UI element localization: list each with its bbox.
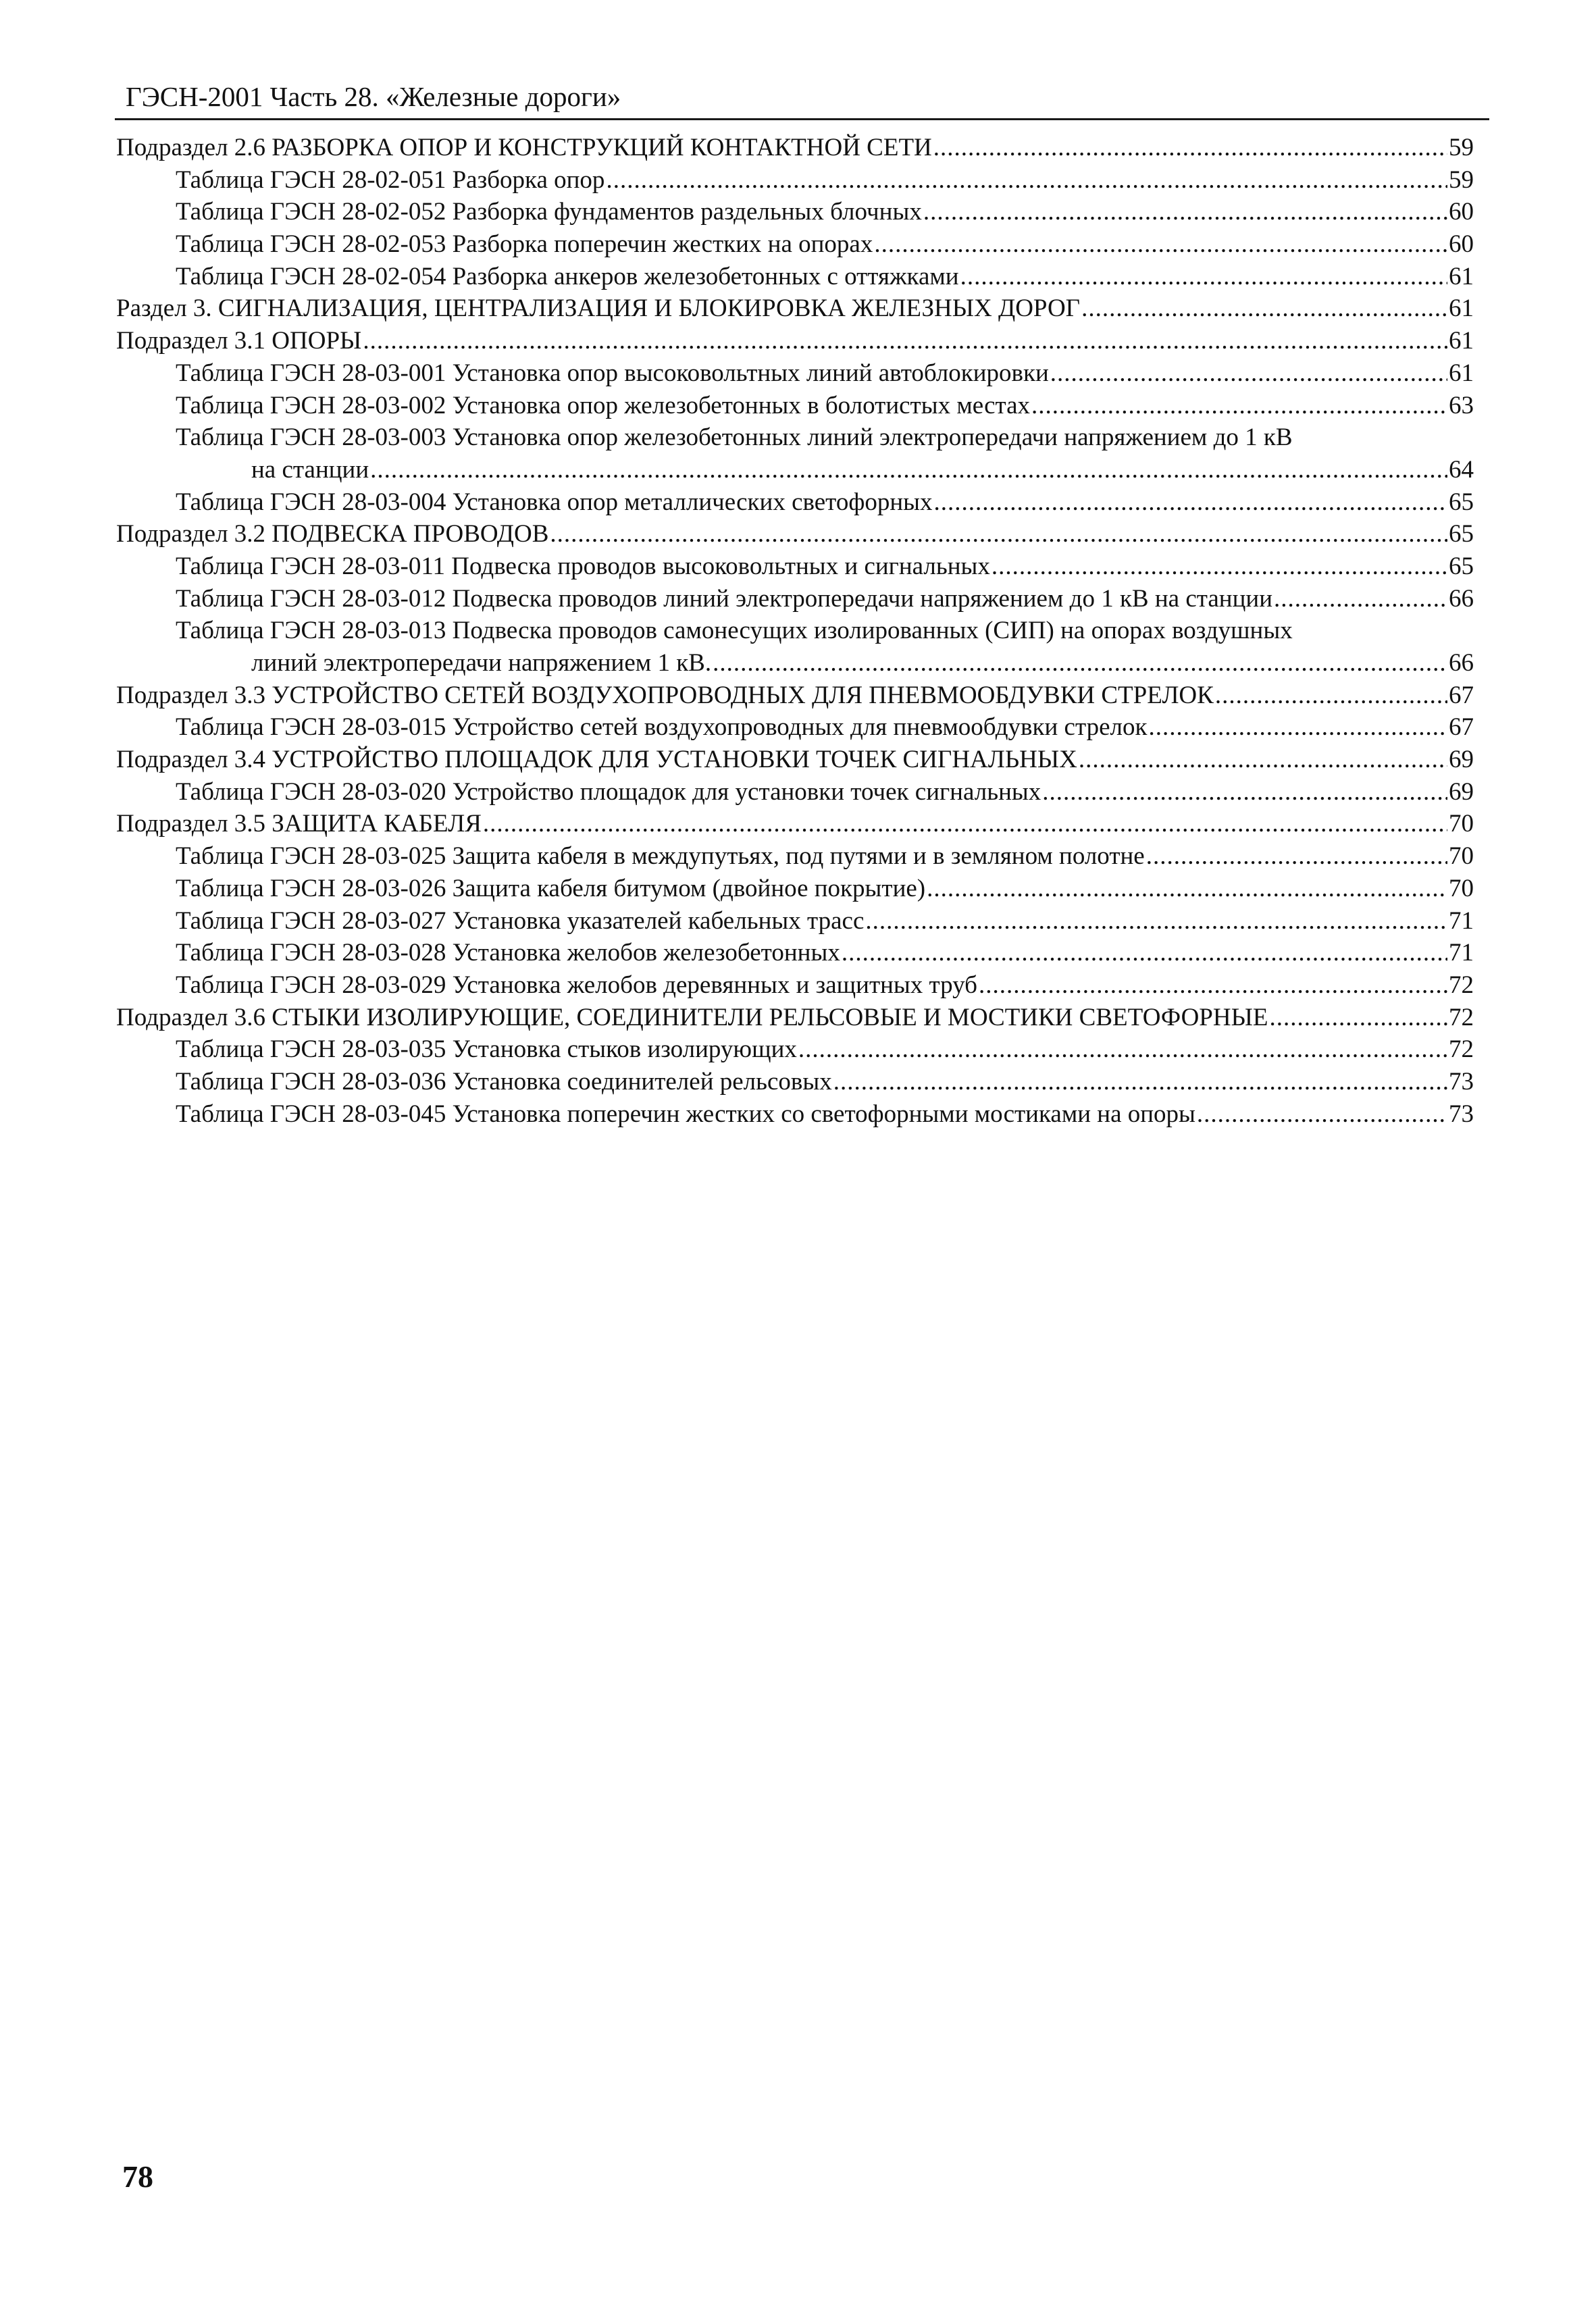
toc-entry-title: Таблица ГЭСН 28-03-012 Подвеска проводов линий электропередачи напряжением до 1 кВ на станции (176, 584, 1273, 613)
toc-entry-title: Таблица ГЭСН 28-03-001 Установка опор высоковольтных линий автоблокировки (176, 359, 1049, 387)
toc-entry-page: 73 (1449, 1067, 1474, 1096)
dot-leader (960, 261, 1447, 293)
toc-entry-table[interactable] (116, 615, 1474, 679)
dot-leader (1148, 711, 1447, 744)
toc-entry-subsection[interactable] (116, 325, 1474, 357)
toc-entry-table[interactable] (116, 1098, 1474, 1131)
toc-entry-line (176, 486, 1474, 519)
dot-leader (833, 1066, 1447, 1098)
toc-entry-title: Таблица ГЭСН 28-03-027 Установка указателей кабельных трасс (176, 906, 865, 935)
toc-entry-line (176, 583, 1474, 615)
toc-entry-line (176, 196, 1474, 228)
toc-entry-title: Таблица ГЭСН 28-03-026 Защита кабеля битумом (двойное покрытие) (176, 874, 926, 902)
toc-entry-line (251, 454, 1474, 486)
toc-entry-page: 59 (1449, 134, 1474, 161)
dot-leader (1146, 840, 1447, 873)
toc-entry-page: 72 (1449, 1003, 1474, 1031)
toc-entry-line (116, 518, 1474, 550)
dot-leader (483, 808, 1447, 840)
toc-entry-title: Таблица ГЭСН 28-03-028 Установка желобов железобетонных (176, 939, 840, 967)
dot-leader (363, 325, 1447, 357)
toc-entry-page: 66 (1449, 649, 1474, 677)
header-rule (115, 118, 1489, 120)
toc-entry-line (176, 1098, 1474, 1131)
toc-entry-table[interactable] (116, 583, 1474, 615)
toc-entry-page: 59 (1449, 165, 1474, 194)
toc-entry-subsection[interactable] (116, 518, 1474, 550)
dot-leader (923, 196, 1447, 228)
toc-entry-title: Таблица ГЭСН 28-03-015 Устройство сетей воздухопроводных для пневмообдувки стрелок (176, 713, 1148, 742)
toc-entry-line (176, 969, 1474, 1002)
dot-leader (1079, 744, 1447, 776)
toc-entry-table[interactable] (116, 486, 1474, 519)
dot-leader (865, 905, 1447, 937)
toc-entry-page: 72 (1449, 1035, 1474, 1064)
toc-entry-page: 67 (1449, 713, 1474, 742)
toc-entry-page: 69 (1449, 746, 1474, 774)
toc-entry-title: Подраздел 3.2 ПОДВЕСКА ПРОВОДОВ (116, 520, 549, 548)
dot-leader (927, 873, 1447, 905)
dot-leader (933, 486, 1447, 519)
toc-entry-line (176, 228, 1474, 261)
toc-entry-title: Подраздел 3.4 УСТРОЙСТВО ПЛОЩАДОК ДЛЯ УСТАНОВКИ ТОЧЕК СИГНАЛЬНЫХ (116, 746, 1077, 774)
dot-leader (370, 454, 1447, 486)
dot-leader (1274, 583, 1447, 615)
toc-entry-table[interactable] (116, 228, 1474, 261)
toc-entry-line (116, 325, 1474, 357)
toc-entry-page: 60 (1449, 230, 1474, 259)
toc-entry-subsection[interactable] (116, 132, 1474, 164)
dot-leader (842, 937, 1447, 969)
toc-entry-page: 67 (1449, 681, 1474, 709)
dot-leader (874, 228, 1447, 261)
toc-entry-line (116, 808, 1474, 840)
toc-entry-line (176, 937, 1474, 969)
dot-leader (1215, 679, 1447, 712)
toc-entry-page: 71 (1449, 906, 1474, 935)
toc-entry-table[interactable] (116, 776, 1474, 808)
dot-leader (713, 647, 1447, 679)
toc-entry-line (176, 390, 1474, 422)
toc-entry-subsection[interactable] (116, 679, 1474, 712)
toc-entry-page: 70 (1449, 842, 1474, 871)
toc-entry-page: 66 (1449, 584, 1474, 613)
toc-entry-table[interactable] (116, 196, 1474, 228)
toc-entry-line (116, 679, 1474, 712)
toc-entry-title: Таблица ГЭСН 28-03-011 Подвеска проводов высоковольтных и сигнальных (176, 552, 990, 580)
toc-entry-line (116, 292, 1474, 325)
toc-entry-title: Таблица ГЭСН 28-03-020 Устройство площадок для установки точек сигнальных (176, 777, 1041, 806)
toc-entry-table[interactable] (116, 840, 1474, 873)
toc-entry-title: Подраздел 3.1 ОПОРЫ (116, 327, 362, 355)
toc-entry-line (176, 776, 1474, 808)
toc-entry-title-line: Таблица ГЭСН 28-03-013 Подвеска проводов самонесущих изолированных (СИП) на опорах воздушных (176, 617, 1293, 645)
toc-entry-table[interactable] (116, 550, 1474, 583)
toc-entry-table[interactable] (116, 164, 1474, 197)
dot-leader (798, 1033, 1447, 1066)
toc-entry-title: Таблица ГЭСН 28-03-002 Установка опор железобетонных в болотистых местах (176, 391, 1031, 419)
toc-entry-page: 61 (1449, 327, 1474, 355)
toc-entry-line (176, 357, 1474, 390)
toc-entry-line (176, 711, 1474, 744)
toc-entry-title: Подраздел 2.6 РАЗБОРКА ОПОР И КОНСТРУКЦИЙ КОНТАКТНОЙ СЕТИ (116, 134, 932, 161)
toc-entry-title: Раздел 3. СИГНАЛИЗАЦИЯ, ЦЕНТРАЛИЗАЦИЯ И БЛОКИРОВКА ЖЕЛЕЗНЫХ ДОРОГ (116, 294, 1081, 323)
toc-entry-line (176, 164, 1474, 197)
page-header: ГЭСН-2001 Часть 28. «Железные дороги» (126, 81, 621, 112)
toc-entry-subsection[interactable] (116, 744, 1474, 776)
toc-entry-page: 65 (1449, 552, 1474, 580)
dot-leader (1269, 1002, 1447, 1034)
toc-entry-title-line: Таблица ГЭСН 28-03-003 Установка опор железобетонных линий электропередачи напряжением до 1 кВ (176, 423, 1293, 452)
toc-entry-line (176, 550, 1474, 583)
dot-leader (1031, 390, 1447, 422)
toc-entry-section[interactable] (116, 292, 1474, 325)
page-number: 78 (122, 2159, 153, 2194)
toc-entry-page: 60 (1449, 198, 1474, 226)
toc-entry-subsection[interactable] (116, 1002, 1474, 1034)
toc-entry-line (251, 647, 1474, 679)
toc-entry-line (116, 744, 1474, 776)
toc-entry-title: Таблица ГЭСН 28-03-035 Установка стыков изолирующих (176, 1035, 797, 1064)
toc-entry-page: 61 (1449, 262, 1474, 290)
toc-entry-page: 71 (1449, 939, 1474, 967)
toc-entry-table[interactable] (116, 261, 1474, 293)
dot-leader (933, 132, 1447, 164)
toc-entry-title: Таблица ГЭСН 28-02-051 Разборка опор (176, 165, 605, 194)
toc-entry-page: 70 (1449, 874, 1474, 902)
toc-entry-table[interactable] (116, 1066, 1474, 1098)
toc-entry-title: Подраздел 3.6 СТЫКИ ИЗОЛИРУЮЩИЕ, СОЕДИНИТЕЛИ РЕЛЬСОВЫЕ И МОСТИКИ СВЕТОФОРНЫЕ (116, 1003, 1268, 1031)
toc-entry-title: Таблица ГЭСН 28-03-029 Установка желобов деревянных и защитных труб (176, 971, 977, 999)
toc-entry-table[interactable] (116, 421, 1474, 486)
toc-entry-table[interactable] (116, 937, 1474, 969)
toc-entry-page: 61 (1449, 294, 1474, 323)
toc-entry-page: 63 (1449, 391, 1474, 419)
toc-entry-line (176, 1033, 1474, 1066)
toc-entry-title: линий электропередачи напряжением 1 кВ. (251, 649, 712, 677)
toc-entry-page: 61 (1449, 359, 1474, 387)
toc-entry-line (176, 1066, 1474, 1098)
toc-entry-title: Таблица ГЭСН 28-02-053 Разборка поперечин жестких на опорах (176, 230, 873, 259)
toc-entry-title: Таблица ГЭСН 28-03-025 Защита кабеля в междупутьях, под путями и в земляном полотне (176, 842, 1145, 871)
toc-entry-page: 72 (1449, 971, 1474, 999)
dot-leader (992, 550, 1447, 583)
toc-entry-page: 65 (1449, 488, 1474, 516)
toc-entry-title: Подраздел 3.5 ЗАЩИТА КАБЕЛЯ (116, 810, 482, 838)
toc-entry-title: Таблица ГЭСН 28-03-045 Установка поперечин жестких со светофорными мостиками на опоры (176, 1100, 1195, 1128)
toc-entry-line (176, 840, 1474, 873)
toc-entry-title: Подраздел 3.3 УСТРОЙСТВО СЕТЕЙ ВОЗДУХОПРОВОДНЫХ ДЛЯ ПНЕВМООБДУВКИ СТРЕЛОК (116, 681, 1214, 709)
toc-entry-table[interactable] (116, 873, 1474, 905)
toc-entry-line (176, 905, 1474, 937)
toc-entry-page: 73 (1449, 1100, 1474, 1128)
toc-entry-table[interactable] (116, 905, 1474, 937)
table-of-contents (116, 132, 1474, 1130)
dot-leader (1081, 292, 1447, 325)
toc-entry-subsection[interactable] (116, 808, 1474, 840)
toc-entry-title: на станции (251, 455, 369, 484)
toc-entry-title: Таблица ГЭСН 28-03-004 Установка опор металлических светофорных (176, 488, 933, 516)
toc-entry-page: 65 (1449, 520, 1474, 548)
toc-entry-table[interactable] (116, 1033, 1474, 1066)
dot-leader (1042, 776, 1447, 808)
toc-entry-page: 69 (1449, 777, 1474, 806)
toc-entry-line (116, 1002, 1474, 1034)
toc-entry-page: 64 (1449, 455, 1474, 484)
toc-entry-line (116, 132, 1474, 164)
toc-entry-title: Таблица ГЭСН 28-02-054 Разборка анкеров железобетонных с оттяжками (176, 262, 959, 290)
toc-entry-page: 70 (1449, 810, 1474, 838)
toc-entry-table[interactable] (116, 711, 1474, 744)
toc-entry-table[interactable] (116, 969, 1474, 1002)
dot-leader (606, 164, 1447, 197)
toc-entry-title: Таблица ГЭСН 28-02-052 Разборка фундаментов раздельных блочных (176, 198, 922, 226)
toc-entry-line (176, 261, 1474, 293)
toc-entry-title: Таблица ГЭСН 28-03-036 Установка соединителей рельсовых (176, 1067, 832, 1096)
dot-leader (550, 518, 1447, 550)
dot-leader (979, 969, 1447, 1002)
toc-entry-line (176, 873, 1474, 905)
dot-leader (1050, 357, 1447, 390)
dot-leader (1197, 1098, 1447, 1131)
toc-entry-table[interactable] (116, 357, 1474, 390)
toc-entry-table[interactable] (116, 390, 1474, 422)
